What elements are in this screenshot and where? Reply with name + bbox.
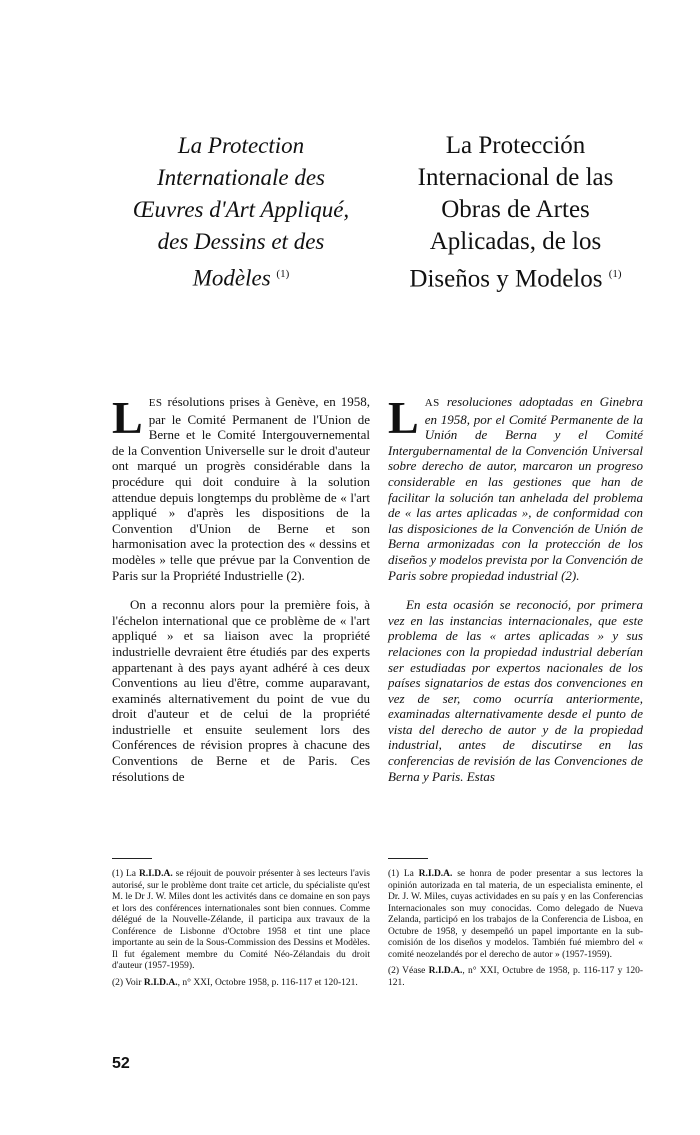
footnote: (2) Véase R.I.D.A., n° XXI, Octubre de 1958, p. 116-117 y 120-121. bbox=[388, 966, 643, 988]
spanish-footnotes bbox=[388, 858, 643, 994]
title-line bbox=[112, 258, 370, 295]
paragraph-text: résolutions prises à Genève, en 1958, par le Comité Permanent de l'Union de Berne et le Comité Intergouvernemental de la Convention Universelle sur le droit d'auteur ont marqué un progrès considérable dans la procédure qui doit conduire à la solution attendue depuis longtemps du problème de « l'art appliqué » d'après les dispositions de la Convention d'Union de Berne et son harmonisation avec la protection des « dessins et modèles » telle que prévue par la Convention de Paris sur la Propriété Industrielle (2). bbox=[112, 394, 371, 583]
title-line: Obras de Artes bbox=[441, 196, 590, 223]
paragraph bbox=[112, 394, 370, 583]
french-title bbox=[112, 130, 370, 295]
footnote-divider bbox=[388, 858, 428, 859]
footnote: (2) Voir R.I.D.A., n° XXI, Octobre 1958, p. 116-117 et 120-121. bbox=[112, 977, 358, 988]
lead-caps: AS bbox=[424, 397, 440, 409]
title-line: Aplicadas, de los bbox=[429, 228, 602, 255]
title-line: Internationale des bbox=[157, 165, 325, 190]
french-footnotes bbox=[112, 858, 370, 994]
footnote-divider bbox=[112, 858, 152, 859]
title-last-word: Diseños y Modelos bbox=[409, 265, 603, 293]
footnote-ref: (1) bbox=[608, 268, 622, 280]
title-line: Œuvres d'Art Appliqué, bbox=[132, 197, 350, 222]
title-line: La Protection bbox=[177, 133, 305, 158]
drop-cap: L bbox=[112, 392, 143, 443]
title-line: La Protección bbox=[445, 132, 586, 159]
title-last-word: Modèles bbox=[192, 265, 271, 291]
lead-caps: ES bbox=[148, 397, 163, 409]
paragraph: On a reconnu alors pour la première fois, à l'échelon international que ce problème de « l'art appliqué » et sa liaison avec la propriété industrielle devraient être étudiés par des experts appartenant à des pays ayant adhéré à ces deux Conventions au lieu d'être, comme auparavant, examinés alternativement du point de vue du droit d'auteur et de celui de la propriété industrielle et ensuite seulement lors des Conférences de révision propres à chacune des Conventions de Berne et de Paris. Ces résolutions de bbox=[112, 597, 370, 784]
paragraph-text: resoluciones adoptadas en Ginebra en 1958, por el Comité Permanente de la Unión de Berna y el Comité Intergubernamental de la Convención Universal sobre derecho de autor, marcaron un progreso considerable en las gestiones que han de facilitar la solución tan anhelada del problema de « las artes aplicadas », de conformidad con las disposiciones de la Convención de Unión de Berna armonizadas con la protección de los diseños y modelos prevista por la Convención de Paris sobre propiedad industrial (2). bbox=[388, 394, 643, 583]
footnote: (1) La R.I.D.A. se honra de poder presentar a sus lectores la opinión autorizada en tal materia, de un especialista eminente, el Dr. J. W. Miles, cuyas actividades en su país y en las Conferencias Internacionales son muy conocidas. Como delegado de Nueva Zelanda, participó en los trabajos de la Conferencia de Lisboa, en Octubre de 1958, y desempeñó un papel importante en la sub-comisión de los diseños y modelos. También fué miembro del « comité neozelandés por el derecho de autor » (1957-1959). bbox=[388, 869, 643, 960]
footnote-ref: (1) bbox=[276, 268, 290, 280]
paragraph: En esta ocasión se reconoció, por primera vez en las instancias internacionales, que este problema de las « artes aplicadas » y sus relaciones con la propiedad industrial deberían ser estudiadas por expertos nacionales de los países signatarios de estas dos convenciones en vez de ser, como ocurría anteriormente, examinadas alternativamente desde el punto de vista del derecho de autor y de la propiedad industrial, antes de discutirse en las conferencias de revisión de las Convenciones de Berna y Paris. Estas bbox=[388, 597, 643, 784]
footnote: (1) La R.I.D.A. se réjouit de pouvoir présenter à ses lecteurs l'avis autorisé, sur le problème dont traite cet article, du spécialiste qu'est M. le Dr J. W. Miles dont les activités dans ce domaine en son pays et lors des conférences internationales sont bien connues. Comme délégué de la Nouvelle-Zélande, il participa aux travaux de la Conférence de Lisbonne d'Octobre 1958 et tint une place importante au sein de la Sous-Commission des Dessins et Modèles. Il fut également membre du Comité Néo-Zélandais du droit d'auteur (1957-1959). bbox=[112, 869, 371, 971]
page-number: 52 bbox=[112, 1055, 130, 1072]
paragraph bbox=[388, 394, 643, 583]
french-body bbox=[112, 394, 370, 784]
drop-cap: L bbox=[388, 392, 419, 443]
title-line bbox=[388, 258, 643, 295]
spanish-body bbox=[388, 394, 643, 784]
title-line: Internacional de las bbox=[417, 164, 614, 191]
spanish-title bbox=[388, 130, 643, 295]
title-line: des Dessins et des bbox=[157, 229, 325, 254]
